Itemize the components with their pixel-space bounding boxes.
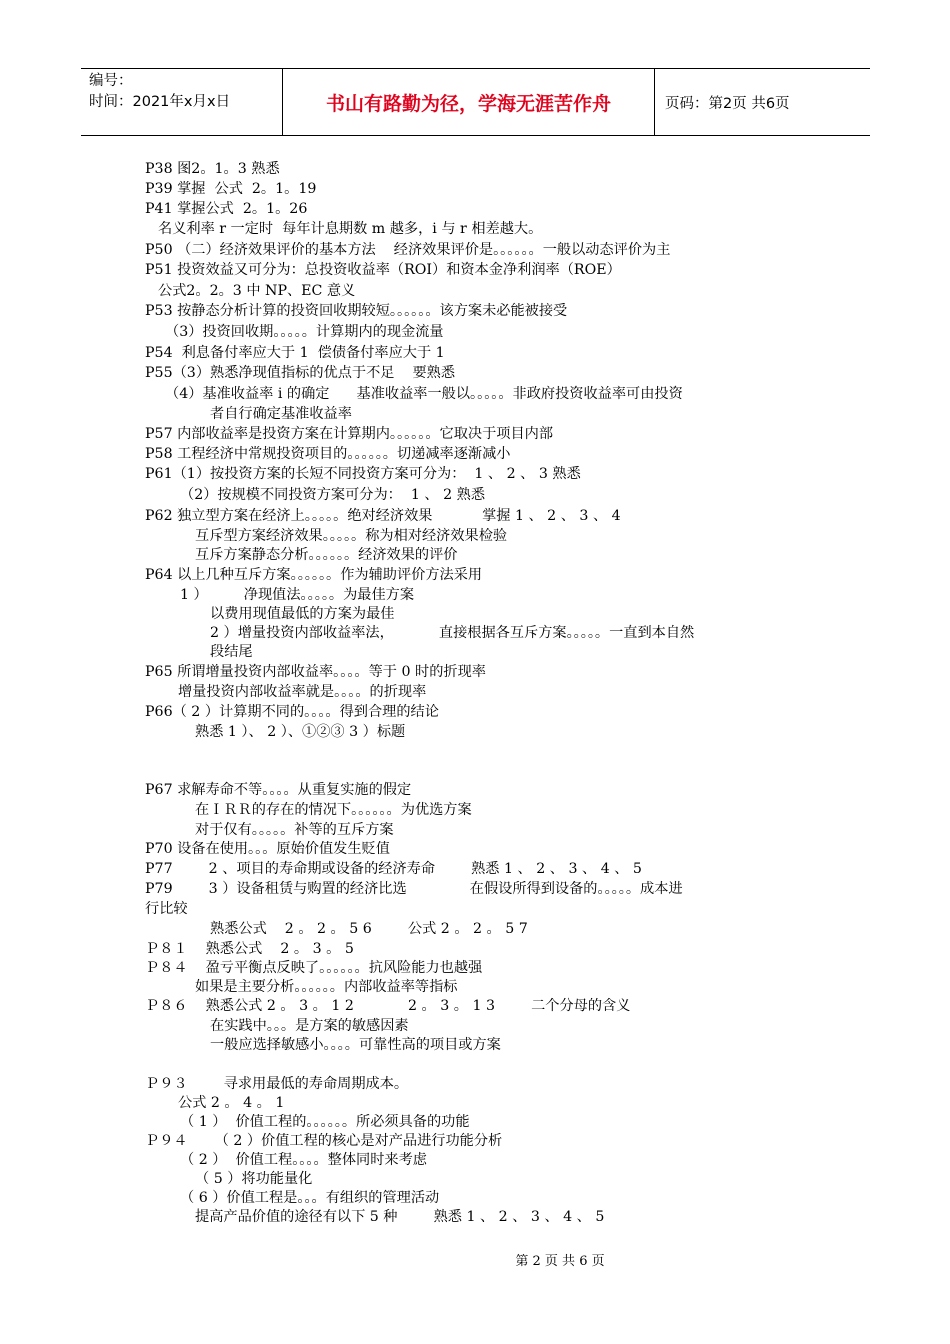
text-line: P70 设备在使用。。。原始价值发生贬值 (145, 841, 390, 857)
text-line: P39 掌握 公式 2。1。19 (145, 181, 317, 197)
header-info (81, 69, 283, 135)
text-line: 者自行确定基准收益率 (210, 406, 352, 422)
text-line: Ｐ８４ 盈亏平衡点反映了。。。。。。抗风险能力也越强 (145, 960, 483, 976)
text-line: Ｐ９４ （ 2 ）价值工程的核心是对产品进行功能分析 (145, 1133, 503, 1149)
text-line: 在ＩＲＲ的存在的情况下。。。。。。为优选方案 (195, 802, 472, 818)
text-line: P62 独立型方案在经济上。。。。。绝对经济效果 掌握 1 、 2 、 3 、 4 (145, 508, 621, 524)
text-line: Ｐ９３ 寻求用最低的寿命周期成本。 (145, 1076, 409, 1092)
text-line: 段结尾 (210, 644, 253, 660)
text-line: （2）按规模不同投资方案可分为： 1 、 2 熟悉 (180, 487, 486, 503)
text-line: 公式 2 。 4 。 1 (178, 1095, 285, 1111)
text-line: 增量投资内部收益率就是。。。。的折现率 (178, 684, 427, 700)
text-line: Ｐ８６ 熟悉公式 2 。 3 。 1 2 2 。 3 。 1 3 二个分母的含义 (145, 998, 631, 1014)
text-line: P58 工程经济中常规投资项目的。。。。。。切递减率逐渐减小 (145, 446, 511, 462)
text-line: Ｐ８１ 熟悉公式 2 。 3 。 5 (145, 941, 354, 957)
text-line: （4）基准收益率 i 的确定 基准收益率一般以。。。。。非政府投资收益率可由投资 (165, 386, 683, 402)
text-line: P53 按静态分析计算的投资回收期较短。。。。。。该方案未必能被接受 (145, 303, 568, 319)
text-line: （ 5 ）将功能量化 (195, 1171, 313, 1187)
text-line: （3）投资回收期。。。。。计算期内的现金流量 (165, 324, 444, 340)
text-line: P77 2 、项目的寿命期或设备的经济寿命 熟悉 1 、 2 、 3 、 4 、 5 (145, 861, 642, 877)
text-line: 如果是主要分析。。。。。。内部收益率等指标 (195, 979, 458, 995)
text-line: P65 所谓增量投资内部收益率。。。。等于 0 时的折现率 (145, 664, 486, 680)
text-line: 2 ）增量投资内部收益率法， 直接根据各互斥方案。。。。。一直到本自然 (210, 625, 695, 641)
doc-date: 时间：2021年x月x日 (89, 94, 231, 110)
text-line: 以费用现值最低的方案为最佳 (210, 606, 395, 622)
text-line: 行比较 (145, 901, 188, 917)
text-line: P41 掌握公式 2。1。26 (145, 201, 308, 217)
text-line: P54 利息备付率应大于 1 偿债备付率应大于 1 (145, 345, 445, 361)
text-line: 1 ） 净现值法。。。。。为最佳方案 (180, 587, 415, 603)
text-line: P64 以上几种互斥方案。。。。。。作为辅助评价方法采用 (145, 567, 483, 583)
doc-number-label: 编号： (89, 73, 133, 89)
text-line: P51 投资效益又可分为：总投资收益率（ROI）和资本金净利润率（ROE） (145, 262, 621, 278)
text-line: 提高产品价值的途径有以下 5 种 熟悉 1 、 2 、 3 、 4 、 5 (195, 1209, 605, 1225)
text-line: 熟悉 1 ）、 2 ）、①②③ 3 ）标题 (195, 724, 406, 740)
text-line: 名义利率 r 一定时 每年计息期数 m 越多，i 与 r 相差越大。 (158, 221, 543, 237)
text-line: 对于仅有。。。。。补等的互斥方案 (195, 822, 394, 838)
text-line: （ 6 ）价值工程是。。。有组织的管理活动 (180, 1190, 440, 1206)
text-line: 互斥型方案经济效果。。。。。称为相对经济效果检验 (195, 528, 508, 544)
text-line: P79 3 ）设备租赁与购置的经济比选 在假设所得到设备的。。。。。成本进 (145, 881, 683, 897)
text-line: P38 图2。1。3 熟悉 (145, 161, 280, 177)
header-motto: 书山有路勤为径，学海无涯苦作舟 (283, 69, 655, 135)
text-line: P66（ 2 ）计算期不同的。。。。得到合理的结论 (145, 704, 439, 720)
text-line: P55（3）熟悉净现值指标的优点于不足 要熟悉 (145, 365, 456, 381)
text-line: 互斥方案静态分析。。。。。。经济效果的评价 (195, 547, 458, 563)
text-line: P50 （二）经济效果评价的基本方法 经济效果评价是。。。。。。一般以动态评价为主 (145, 242, 671, 258)
text-line: P61（1）按投资方案的长短不同投资方案可分为： 1 、 2 、 3 熟悉 (145, 466, 581, 482)
text-line: 公式2。2。3 中 NP、EC 意义 (158, 283, 356, 299)
text-line: （ 1 ） 价值工程的。。。。。。所必须具备的功能 (180, 1114, 470, 1130)
text-line: 熟悉公式 2 。 2 。 5 6 公式 2 。 2 。 5 7 (210, 921, 528, 937)
header-page-info: 页码：第2页 共6页 (665, 95, 790, 112)
page-header (81, 68, 870, 136)
page-footer: 第 2 页 共 6 页 (515, 1254, 605, 1269)
text-line: P57 内部收益率是投资方案在计算期内。。。。。。它取决于项目内部 (145, 426, 554, 442)
text-line: （ 2 ） 价值工程。。。。整体同时来考虑 (180, 1152, 427, 1168)
text-line: 在实践中。。。是方案的敏感因素 (210, 1018, 409, 1034)
text-line: 一般应选择敏感小。。。。可靠性高的项目或方案 (210, 1037, 501, 1053)
text-line: P67 求解寿命不等。。。。从重复实施的假定 (145, 782, 412, 798)
